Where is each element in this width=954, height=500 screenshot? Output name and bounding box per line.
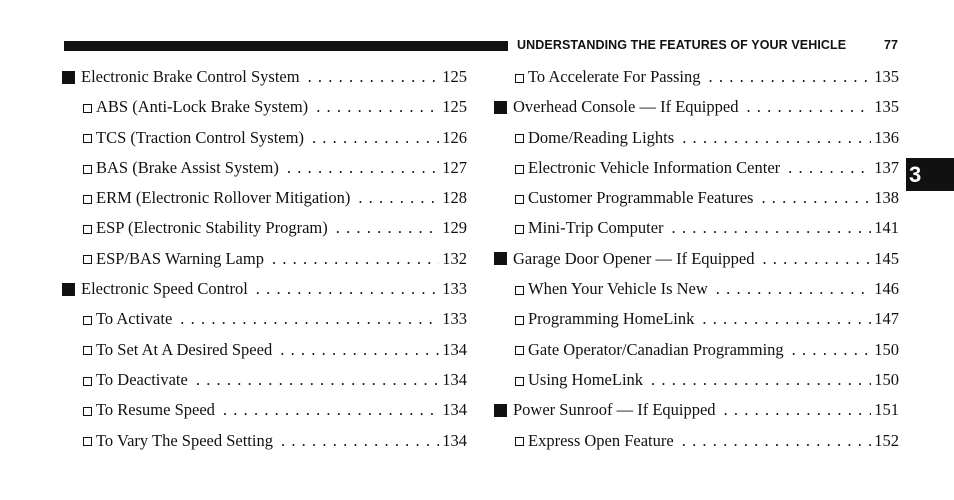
toc-entry-page-number: 146 — [874, 279, 899, 299]
toc-entry-page-number: 132 — [442, 248, 467, 268]
dot-leader — [792, 335, 872, 365]
hollow-square-bullet-icon — [83, 346, 92, 355]
toc-entry-page-number: 135 — [874, 67, 899, 86]
toc-left-column — [62, 62, 467, 456]
toc-entry-page-number: 125 — [442, 97, 467, 117]
toc-entry-label: When Your Vehicle Is New — [528, 279, 708, 299]
toc-entry-label: TCS (Traction Control System) — [96, 127, 304, 147]
toc-subsection-entry[interactable] — [494, 183, 899, 213]
toc-entry-page-number: 133 — [442, 279, 467, 299]
toc-section-entry[interactable] — [62, 62, 467, 92]
running-header-title: UNDERSTANDING THE FEATURES OF YOUR VEHICLE — [517, 38, 847, 52]
toc-subsection-entry[interactable] — [62, 426, 467, 456]
dot-leader — [312, 123, 439, 153]
toc-entry-page-number: 134 — [442, 369, 467, 389]
toc-entry-label: Gate Operator/Canadian Programming — [528, 339, 784, 359]
toc-entry-label: Electronic Vehicle Information Center — [528, 157, 781, 177]
hollow-square-bullet-icon — [83, 407, 92, 416]
dot-leader — [746, 92, 871, 122]
toc-subsection-entry[interactable] — [62, 153, 467, 183]
toc-entry-label: Using HomeLink — [528, 369, 644, 389]
toc-subsection-entry[interactable] — [62, 123, 467, 153]
dot-leader — [682, 123, 871, 153]
dot-leader — [709, 62, 872, 92]
dot-leader — [223, 395, 439, 425]
toc-subsection-entry[interactable] — [62, 244, 467, 274]
toc-entry-page-number: 150 — [874, 369, 899, 389]
toc-entry-label: ABS (Anti-Lock Brake System) — [96, 97, 309, 117]
toc-section-entry[interactable] — [62, 274, 467, 304]
filled-square-bullet-icon — [62, 283, 75, 296]
dot-leader — [308, 62, 440, 92]
dot-leader — [272, 244, 439, 274]
hollow-square-bullet-icon — [515, 316, 524, 325]
toc-entry-label: Electronic Speed Control — [81, 279, 248, 299]
toc-entry-label: Power Sunroof — If Equipped — [513, 400, 716, 420]
toc-entry-page-number: 134 — [442, 339, 467, 359]
dot-leader — [180, 304, 439, 334]
toc-entry-label: To Set At A Desired Speed — [96, 339, 273, 359]
toc-entry-page-number: 141 — [874, 218, 899, 238]
hollow-square-bullet-icon — [515, 195, 524, 204]
hollow-square-bullet-icon — [515, 437, 524, 446]
toc-subsection-entry[interactable] — [494, 213, 899, 243]
dot-leader — [788, 153, 871, 183]
toc-subsection-entry[interactable] — [62, 304, 467, 334]
hollow-square-bullet-icon — [515, 74, 524, 83]
toc-entry-page-number: 150 — [874, 339, 899, 359]
toc-entry-label: To Resume Speed — [96, 400, 215, 420]
toc-entry-page-number: 147 — [874, 309, 899, 329]
running-header-page-number: 77 — [884, 38, 898, 52]
hollow-square-bullet-icon — [83, 195, 92, 204]
dot-leader — [280, 335, 439, 365]
toc-entry-page-number: 133 — [442, 309, 467, 329]
toc-entry-label: Programming HomeLink — [528, 309, 695, 329]
toc-entry-page-number: 134 — [442, 430, 467, 450]
toc-entry-page-number: 128 — [442, 188, 467, 208]
toc-entry-page-number: 152 — [874, 430, 899, 450]
hollow-square-bullet-icon — [83, 165, 92, 174]
hollow-square-bullet-icon — [83, 225, 92, 234]
toc-entry-page-number: 151 — [874, 400, 899, 420]
toc-subsection-entry[interactable] — [62, 335, 467, 365]
toc-entry-label: ERM (Electronic Rollover Mitigation) — [96, 188, 351, 208]
toc-subsection-entry[interactable] — [62, 183, 467, 213]
hollow-square-bullet-icon — [515, 165, 524, 174]
hollow-square-bullet-icon — [83, 104, 92, 113]
toc-entry-page-number: 125 — [442, 67, 467, 86]
hollow-square-bullet-icon — [83, 255, 92, 264]
hollow-square-bullet-icon — [515, 346, 524, 355]
toc-subsection-entry[interactable] — [494, 426, 899, 456]
chapter-tab[interactable]: 3 — [906, 158, 954, 191]
toc-section-entry[interactable] — [494, 395, 899, 425]
toc-entry-label: ESP/BAS Warning Lamp — [96, 248, 264, 268]
dot-leader — [682, 426, 872, 456]
hollow-square-bullet-icon — [83, 377, 92, 386]
filled-square-bullet-icon — [494, 252, 507, 265]
toc-entry-page-number: 138 — [874, 188, 899, 208]
header-rule-bar — [64, 41, 508, 51]
dot-leader — [287, 153, 439, 183]
dot-leader — [336, 213, 440, 243]
toc-entry-label: Dome/Reading Lights — [528, 127, 675, 147]
dot-leader — [281, 426, 439, 456]
hollow-square-bullet-icon — [83, 134, 92, 143]
dot-leader — [702, 304, 871, 334]
toc-entry-label: BAS (Brake Assist System) — [96, 157, 279, 177]
toc-entry-page-number: 129 — [442, 218, 467, 238]
toc-subsection-entry[interactable] — [494, 365, 899, 395]
toc-right-column — [494, 62, 899, 456]
toc-section-entry[interactable] — [494, 244, 899, 274]
dot-leader — [316, 92, 439, 122]
toc-entry-page-number: 127 — [442, 157, 467, 177]
toc-entry-label: Electronic Brake Control System — [81, 67, 300, 86]
toc-entry-label: Overhead Console — If Equipped — [513, 97, 739, 117]
toc-subsection-entry[interactable] — [494, 304, 899, 334]
filled-square-bullet-icon — [62, 71, 75, 84]
toc-entry-page-number: 137 — [874, 157, 899, 177]
hollow-square-bullet-icon — [515, 286, 524, 295]
filled-square-bullet-icon — [494, 404, 507, 417]
toc-subsection-entry[interactable] — [62, 365, 467, 395]
hollow-square-bullet-icon — [515, 134, 524, 143]
toc-entry-label: Customer Programmable Features — [528, 188, 754, 208]
hollow-square-bullet-icon — [515, 225, 524, 234]
dot-leader — [358, 183, 439, 213]
toc-subsection-entry[interactable] — [494, 335, 899, 365]
toc-entry-page-number: 145 — [874, 248, 899, 268]
dot-leader — [724, 395, 872, 425]
toc-section-entry[interactable] — [494, 92, 899, 122]
hollow-square-bullet-icon — [515, 377, 524, 386]
toc-subsection-entry[interactable] — [494, 153, 899, 183]
dot-leader — [716, 274, 871, 304]
filled-square-bullet-icon — [494, 101, 507, 114]
toc-entry-page-number: 136 — [874, 127, 899, 147]
dot-leader — [196, 365, 439, 395]
hollow-square-bullet-icon — [83, 437, 92, 446]
dot-leader — [651, 365, 871, 395]
toc-subsection-entry[interactable] — [494, 123, 899, 153]
toc-entry-label: Express Open Feature — [528, 430, 674, 450]
hollow-square-bullet-icon — [83, 316, 92, 325]
toc-entry-page-number: 134 — [442, 400, 467, 420]
dot-leader — [762, 244, 871, 274]
toc-entry-label: Garage Door Opener — If Equipped — [513, 248, 755, 268]
dot-leader — [761, 183, 871, 213]
dot-leader — [672, 213, 872, 243]
toc-subsection-entry[interactable] — [62, 213, 467, 243]
toc-entry-label: To Vary The Speed Setting — [96, 430, 273, 450]
toc-entry-label: ESP (Electronic Stability Program) — [96, 218, 328, 238]
toc-entry-page-number: 135 — [874, 97, 899, 117]
toc-subsection-entry[interactable] — [494, 62, 899, 92]
toc-entry-label: To Deactivate — [96, 369, 188, 389]
toc-entry-label: Mini-Trip Computer — [528, 218, 664, 238]
toc-entry-page-number: 126 — [442, 127, 467, 147]
dot-leader — [256, 274, 439, 304]
toc-subsection-entry[interactable] — [62, 395, 467, 425]
toc-entry-label: To Accelerate For Passing — [528, 67, 701, 86]
toc-subsection-entry[interactable] — [494, 274, 899, 304]
toc-subsection-entry[interactable] — [62, 92, 467, 122]
toc-entry-label: To Activate — [96, 309, 173, 329]
